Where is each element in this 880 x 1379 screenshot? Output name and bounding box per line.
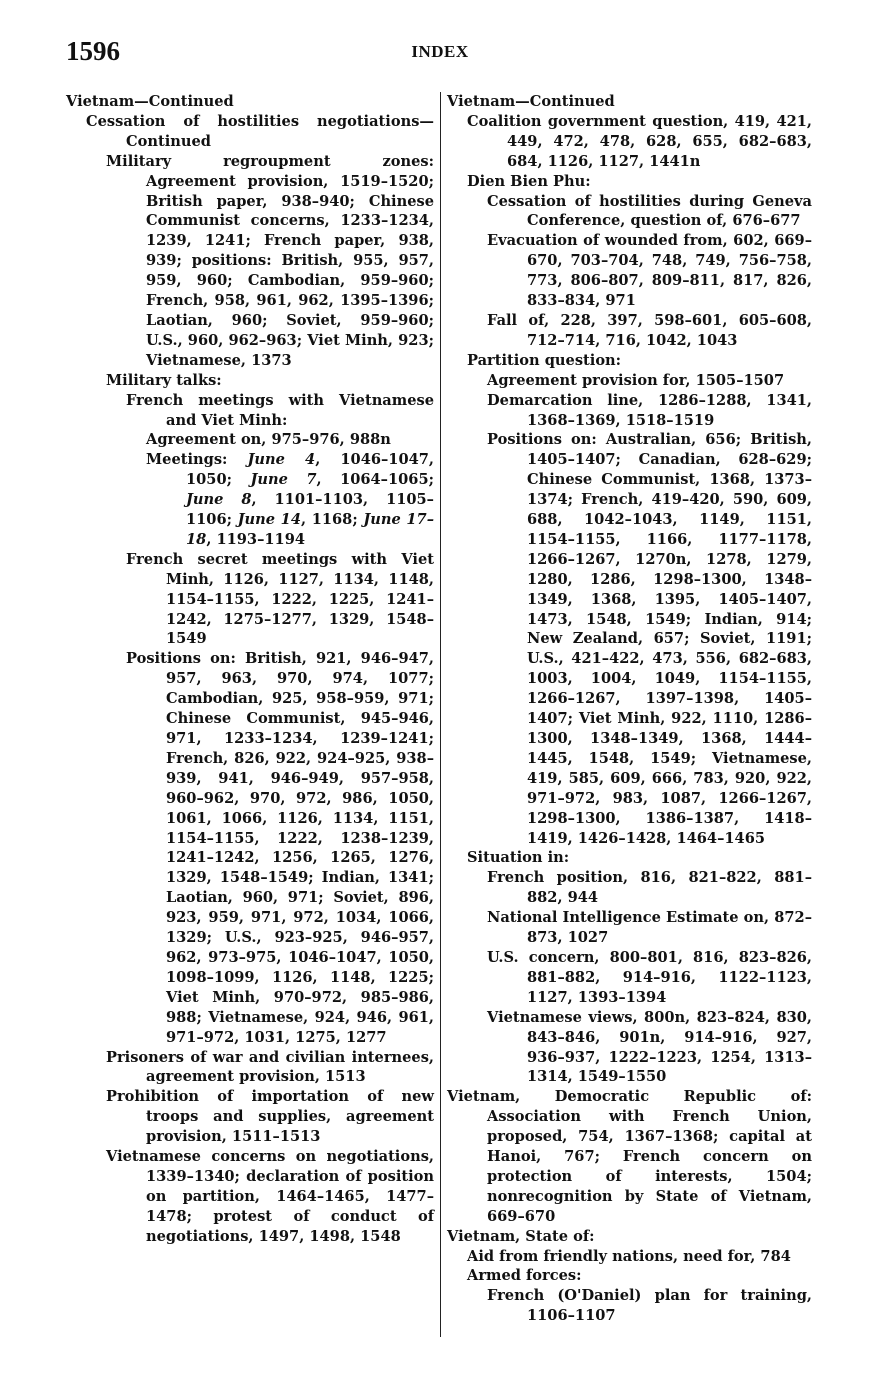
index-entry: Vietnam, Democratic Republic of: Association with French Union, proposed, 754, 1367–1368; capital at Hanoi, 767; French concern on protection of interests, 1504; nonrecognition by State of Vietnam, 669–670 (447, 1088, 812, 1225)
index-entry: French meetings with Vietnamese and Viet Minh: (126, 391, 434, 429)
index-entry: French secret meetings with Viet Minh, 1126, 1127, 1134, 1148, 1154–1155, 1222, 1225, 1241–1242, 1275–1277, 1329, 1548–1549 (126, 550, 434, 648)
index-entry: Cessation of hostilities negotiations—Continued (86, 112, 434, 150)
index-entry: Partition question: (467, 351, 622, 369)
index-entry: French (O'Daniel) plan for training, 1106–1107 (487, 1287, 812, 1325)
index-entry: Vietnam—Continued (66, 93, 234, 110)
index-entry: Coalition government question, 419, 421, 449, 472, 478, 628, 655, 682–683, 684, 1126, 1127, 1441n (467, 112, 812, 170)
index-entry: Evacuation of wounded from, 602, 669–670, 703–704, 748, 749, 756–758, 773, 806–807, 809–811, 817, 826, 833–834, 971 (487, 232, 812, 310)
index-entry: Vietnamese concerns on negotiations, 1339–1340; declaration of position on partition, 1464–1465, 1477–1478; protest of conduct of negotiations, 1497, 1498, 1548 (106, 1148, 434, 1245)
index-entry: Prisoners of war and civilian internees, agreement provision, 1513 (106, 1048, 434, 1086)
index-entry: Demarcation line, 1286–1288, 1341, 1368–1369, 1518–1519 (487, 391, 812, 429)
index-entry: U.S. concern, 800–801, 816, 823–826, 881–882, 914–916, 1122–1123, 1127, 1393–1394 (487, 948, 812, 1006)
index-entry: Aid from friendly nations, need for, 784 (467, 1247, 791, 1265)
index-entry: French position, 816, 821–822, 881–882, 944 (487, 869, 812, 907)
index-entry: Positions on: Australian, 656; British, 1405–1407; Canadian, 628–629; Chinese Communist, 1368, 1373–1374; French, 419–420, 590, 609, 688, 1042–1043, 1149, 1151, 1154–1155, 1166, 1177–1178, 1266–1267, 1270n, 1278, 1279, 1280, 1286, 1298–1300, 1348–1349, 1368, 1395, 1405–1407, 1473, 1548, 1549; Indian, 914; New Zealand, 657; Soviet, 1191; U.S., 421–422, 473, 556, 682–683, 1003, 1004, 1049, 1154–1155, 1266–1267, 1397–1398, 1405–1407; Viet Minh, 922, 1110, 1286–1300, 1348–1349, 1368, 1444–1445, 1548, 1549; Vietnamese, 419, 585, 609, 666, 783, 920, 922, 971–972, 983, 1087, 1266–1267, 1298–1300, 1386–1387, 1418–1419, 1426–1428, 1464–1465 (487, 431, 812, 847)
page-title: INDEX (411, 42, 469, 61)
index-entry: Positions on: British, 921, 946–947, 957, 963, 970, 974, 1077; Cambodian, 925, 958–959, 971; Chinese Communist, 945–946, 971, 1233–1234, 1239–1241; French, 826, 922, 924–925, 938–939, 941, 946–949, 957–958, 960–962, 970, 972, 986, 1050, 1061, 1066, 1126, 1134, 1151, 1154–1155, 1222, 1238–1239, 1241–1242, 1256, 1265, 1276, 1329, 1548–1549; Indian, 1341; Laotian, 960, 971; Soviet, 896, 923, 959, 971, 972, 1034, 1066, 1329; U.S., 923–925, 946–957, 962, 973–975, 1046–1047, 1050, 1098–1099, 1126, 1148, 1225; Viet Minh, 970–972, 985–986, 988; Vietnamese, 924, 946, 961, 971–972, 1031, 1275, 1277 (126, 650, 434, 1046)
index-entry: Cessation of hostilities during Geneva Conference, question of, 676–677 (487, 192, 812, 230)
index-entry: Agreement provision for, 1505–1507 (487, 371, 785, 389)
column-divider (440, 92, 441, 1337)
index-entry: National Intelligence Estimate on, 872–873, 1027 (487, 909, 812, 947)
index-entry: Prohibition of importation of new troops and supplies, agreement provision, 1511–1513 (106, 1088, 434, 1146)
index-entry: Military regroupment zones: Agreement provision, 1519–1520; British paper, 938–940; Chinese Communist concerns, 1233–1234, 1239, 1241; French paper, 938, 939; positions: British, 955, 957, 959, 960; Cambodian, 959–960; French, 958, 961, 962, 1395–1396; Laotian, 960; Soviet, 959–960; U.S., 960, 962–963; Viet Minh, 923; Vietnamese, 1373 (106, 152, 434, 369)
page-number: 1596 (66, 36, 120, 66)
index-entry: Situation in: (467, 849, 570, 867)
index-entry: Vietnam, State of: (447, 1227, 595, 1245)
index-entry: Vietnamese views, 800n, 823–824, 830, 843–846, 901n, 914–916, 927, 936–937, 1222–1223, 1254, 1313–1314, 1549–1550 (487, 1008, 812, 1086)
index-entry: Meetings: June 4, 1046–1047, 1050; June 7, 1064–1065; June 8, 1101–1103, 1105–1106; June 14, 1168; June 17–18, 1193–1194 (146, 451, 434, 548)
index-entry: Military talks: (106, 371, 222, 389)
index-entry: Dien Bien Phu: (467, 172, 591, 190)
index-entry: Armed forces: (467, 1267, 582, 1285)
index-entry: Vietnam—Continued (447, 93, 615, 110)
index-entry: Agreement on, 975–976, 988n (146, 431, 391, 449)
index-entry: Fall of, 228, 397, 598–601, 605–608, 712–714, 716, 1042, 1043 (487, 311, 812, 349)
right-column (447, 92, 812, 1326)
left-column (66, 92, 434, 1247)
